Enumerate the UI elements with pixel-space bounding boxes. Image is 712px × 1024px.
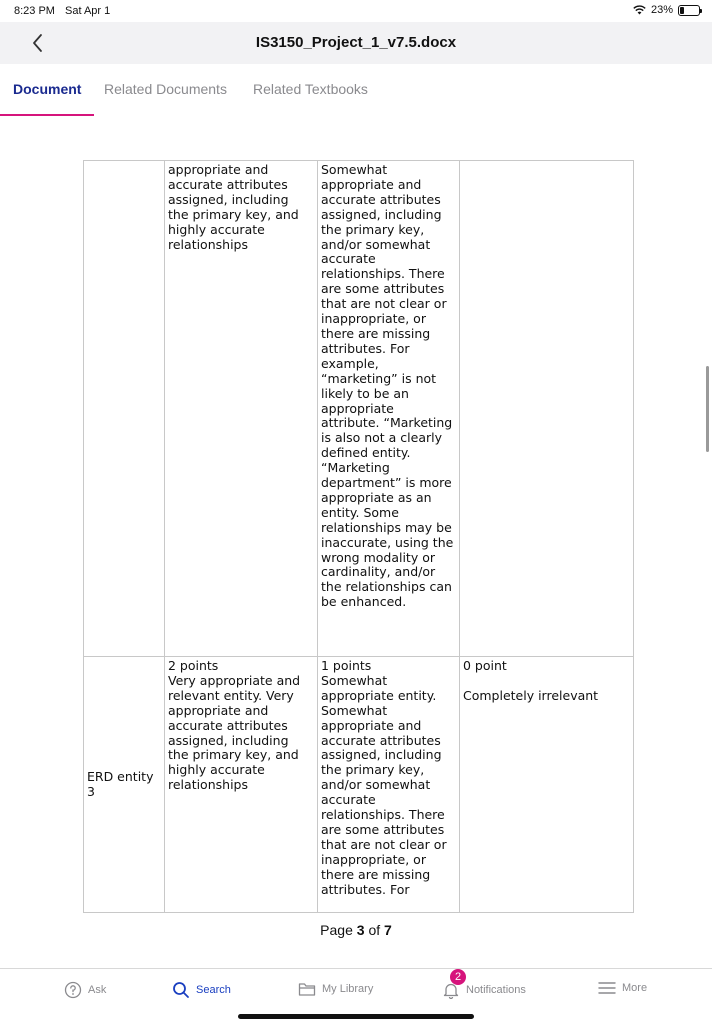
status-date: Sat Apr 1 <box>65 5 111 17</box>
table-row <box>84 161 634 657</box>
nav-library-label: My Library <box>322 983 374 995</box>
folder-icon <box>298 981 316 997</box>
home-indicator[interactable] <box>238 1014 474 1019</box>
question-circle-icon <box>64 981 82 999</box>
notification-icon-wrap <box>442 971 462 999</box>
cell-text: appropriate and accurate attributes assigned, including the primary key, and highly accurate relationships <box>168 162 299 252</box>
table-row <box>84 657 634 913</box>
nav-my-library[interactable] <box>298 981 373 997</box>
table-cell <box>84 657 165 913</box>
tab-document[interactable]: Document <box>13 81 82 97</box>
menu-icon <box>598 981 616 995</box>
nav-search[interactable] <box>172 981 231 999</box>
table-cell <box>165 657 318 913</box>
cell-text: Somewhat appropriate and accurate attributes assigned, including the primary key, and/or somewhat accurate relationships. There are some attributes that are not clear or inappropriate, or there are missing attributes. For example, “marketing” is not likely to be an appropriate attribute. “Marketing is also not a clearly defined entity. “Marketing department” is more appropriate as an entity. Some relationships may be inaccurate, using the wrong modality or cardinality, and/or the relationships can be enhanced. <box>321 162 454 610</box>
search-icon <box>172 981 190 999</box>
document-header <box>0 22 712 64</box>
status-indicators <box>633 4 700 16</box>
cell-text: Completely irrelevant <box>463 687 599 703</box>
tab-bar <box>0 64 712 116</box>
battery-icon <box>678 5 700 16</box>
page-current: 3 <box>356 922 365 938</box>
notification-badge: 2 <box>450 969 466 985</box>
table-cell <box>460 657 634 913</box>
nav-notifications[interactable] <box>442 971 526 999</box>
tab-related-textbooks[interactable]: Related Textbooks <box>253 81 368 97</box>
battery-percent: 23% <box>650 4 673 16</box>
rubric-table <box>83 160 634 913</box>
page-of: of <box>368 922 381 938</box>
page-total: 7 <box>384 922 392 938</box>
page-prefix: Page <box>320 922 353 938</box>
table-cell <box>84 161 165 657</box>
table-cell <box>318 657 460 913</box>
table-cell <box>318 161 460 657</box>
nav-ask[interactable] <box>64 981 106 999</box>
tab-related-documents[interactable]: Related Documents <box>104 81 227 97</box>
page-indicator <box>0 922 712 938</box>
cell-text: 1 points Somewhat appropriate entity. Somewhat appropriate and accurate attributes assigned, including the primary key, and/or somewhat accurate relationships. There are some attributes that are not clear or inappropriate, or there are missing attributes. For <box>321 658 447 897</box>
table-cell <box>165 161 318 657</box>
nav-more[interactable] <box>598 981 647 995</box>
nav-notifications-label: Notifications <box>466 984 526 996</box>
nav-more-label: More <box>622 982 648 994</box>
nav-search-label: Search <box>196 984 231 996</box>
status-time: 8:23 PM <box>14 5 55 17</box>
table-cell <box>460 161 634 657</box>
document-title: IS3150_Project_1_v7.5.docx <box>255 34 457 51</box>
document-viewer[interactable] <box>0 116 712 968</box>
cell-points: 0 point <box>463 658 507 673</box>
nav-ask-label: Ask <box>88 984 107 996</box>
status-bar <box>0 0 712 22</box>
criterion-label: ERD entity 3 <box>87 768 154 799</box>
wifi-icon <box>633 5 646 15</box>
scrollbar[interactable] <box>706 366 709 452</box>
cell-text: 2 points Very appropriate and relevant entity. Very appropriate and accurate attributes assigned, including the primary key, and highly accurate relationships <box>168 658 301 793</box>
